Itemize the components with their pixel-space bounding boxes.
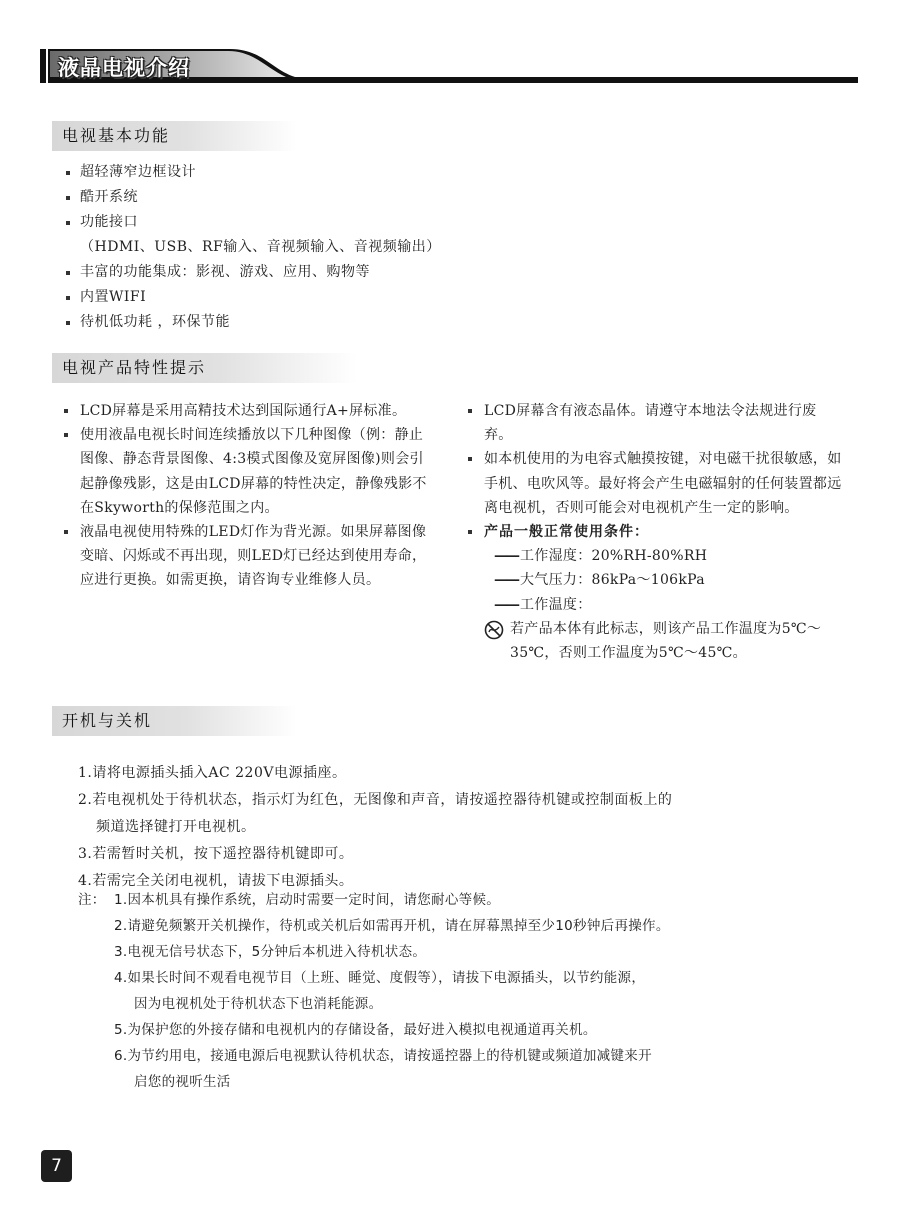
note-item: 注： 1.因本机具有操作系统，启动时需要一定时间，请您耐心等候。	[78, 887, 848, 913]
list-item: 内置WIFI	[64, 285, 524, 310]
list-item: 酷开系统	[64, 185, 524, 210]
chapter-title: 液晶电视介绍	[58, 56, 190, 80]
basic-functions-list	[64, 160, 524, 335]
list-item: 超轻薄窄边框设计	[64, 160, 524, 185]
note-item: 6.为节约用电，接通电源后电视默认待机状态，请按遥控器上的待机键或频道加减键来开	[114, 1048, 652, 1064]
section-title-power: 开机与关机	[52, 706, 297, 736]
features-left-list	[62, 399, 432, 593]
list-item: 待机低功耗 ，环保节能	[64, 310, 524, 335]
section-title-basic-functions: 电视基本功能	[52, 121, 297, 151]
step-item: 1.请将电源插头插入AC 220V电源插座。	[78, 765, 347, 781]
list-item: LCD屏幕含有液态晶体。请遵守本地法令法规进行废弃。	[466, 399, 842, 447]
note-item: 2.请避免频繁开关机操作，待机或关机后如需再开机，请在屏幕黑掉至少10秒钟后再操作。	[114, 918, 670, 934]
power-steps	[78, 760, 672, 895]
note-item-continued: 因为电视机处于待机状态下也消耗能源。	[134, 996, 383, 1012]
conditions-title: 产品一般正常使用条件：	[484, 524, 649, 541]
list-item: LCD屏幕是采用高精技术达到国际通行A+屏标准。	[62, 399, 432, 423]
section-title-product-features: 电视产品特性提示	[52, 353, 357, 383]
list-item-sub: （HDMI、USB、RF输入、音视频输入、音视频输出）	[80, 239, 441, 255]
note-item: 4.如果长时间不观看电视节目（上班、睡觉、度假等），请拔下电源插头，以节约能源，	[114, 970, 646, 986]
list-item	[466, 520, 842, 665]
note-item-continued: 启您的视听生活	[134, 1074, 231, 1090]
list-item: 如本机使用的为电容式触摸按键，对电磁干扰很敏感，如手机、电吹风等。最好将会产生电磁辐射的任何装置都远离电视机，否则可能会对电视机产生一定的影响。	[466, 447, 842, 520]
chapter-header	[40, 46, 858, 86]
condition-temperature: —— 工作温度：	[494, 596, 592, 613]
list-item: 使用液晶电视长时间连续播放以下几种图像（例：静止图像、静态背景图像、4:3模式图像及宽屏图像)则会引起静像残影，这是由LCD屏幕的特性决定，静像残影不在Skyworth的保修范围之内。	[62, 423, 432, 520]
features-right-list	[466, 399, 842, 665]
list-item: 功能接口 （HDMI、USB、RF输入、音视频输入、音视频输出）	[64, 210, 524, 260]
note-item: 3.电视无信号状态下，5分钟后本机进入待机状态。	[114, 944, 427, 960]
condition-humidity: —— 工作湿度：20%RH-80%RH	[494, 548, 708, 565]
temperature-mark-icon	[484, 620, 504, 640]
page-number: 7	[41, 1150, 72, 1182]
notes-label: 注：	[78, 892, 106, 908]
temperature-note: 若产品本体有此标志，则该产品工作温度为5℃～35℃，否则工作温度为5℃～45℃。	[484, 617, 842, 665]
condition-pressure: —— 大气压力：86kPa～106kPa	[494, 572, 705, 589]
note-item: 5.为保护您的外接存储和电视机内的存储设备，最好进入模拟电视通道再关机。	[114, 1022, 597, 1038]
list-item: 丰富的功能集成：影视、游戏、应用、购物等	[64, 260, 524, 285]
list-item: 液晶电视使用特殊的LED灯作为背光源。如果屏幕图像变暗、闪烁或不再出现，则LED灯已经达到使用寿命，应进行更换。如需更换，请咨询专业维修人员。	[62, 520, 432, 593]
step-item: 3.若需暂时关机，按下遥控器待机键即可。	[78, 846, 354, 862]
step-item: 4.若需完全关闭电视机，请拔下电源插头。	[78, 873, 354, 889]
step-item: 2.若电视机处于待机状态，指示灯为红色，无图像和声音，请按遥控器待机键或控制面板上的	[78, 792, 673, 808]
power-notes	[78, 887, 848, 1095]
step-item-continued: 频道选择键打开电视机。	[96, 819, 256, 835]
